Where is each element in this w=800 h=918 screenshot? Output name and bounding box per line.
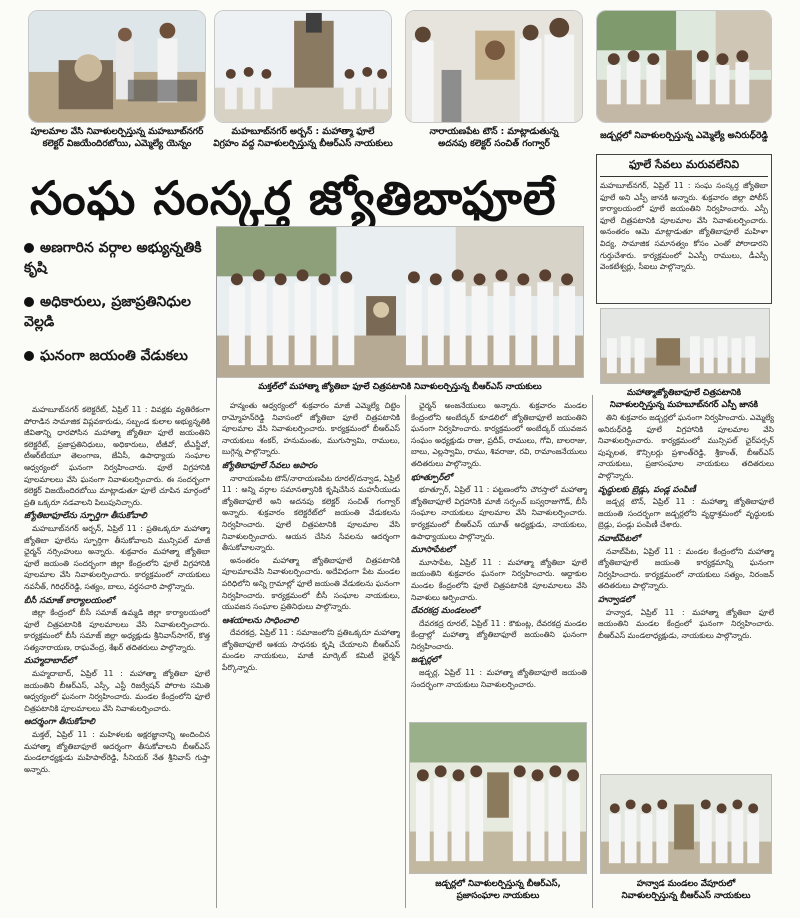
- article-subheading: మహ్మదాబాద్‌లో: [24, 655, 76, 666]
- article-paragraph: మహబూబ్‌నగర్ కలెక్టరేట్, ఏప్రిల్ 11 : వివక్షకు వ్యతిరేకంగా పోరాడిన సామాజిక విప్లవకారుడు, సబ్బండ కులాల అభ్యున్నతికి జీవితాన్ని ధారపోసిన మహాత్మా జ్యోతిబా ఫూలే జయంతిని కలెక్టరేట్, ప్రజాప్రతినిధులు, అధికారులు, టీజీవో, టీఎన్జీవో, టీఆర్‌టీయూ తెలంగాణ, జేఏసీ, ఉపాధ్యాయ సంఘాల ఆధ్వర్యంలో ఘనంగా నిర్వహించారు. ఫూలే విగ్రహానికి పూలమాలలు వేసి ఘనంగా నివాళులర్పించారు. ఈ సందర్భంగా కలెక్టర్ విజయేందిరబోయి మాట్లాడుతూ ఫూలే చూపిన మార్గంలో ప్రతి ఒక్కరూ నడవాలని పిలుపునిచ్చారు.: [24, 405, 210, 507]
- article-subheading: జడ్చర్లలో: [411, 654, 441, 665]
- article-paragraph: మహ్మదాబాద్, ఏప్రిల్ 11 : మహాత్మా జ్యోతిబా ఫూలే జయంతిని బీఆర్ఎస్, ఎస్సీ, ఎస్టీ రిజర్వేషన్ పోరాట సమితి ఆధ్వర్యంలో ఘనంగా నిర్వహించారు. మండల కేంద్రంలోని ఫూలే చిత్రపటానికి పూలమాలలు వేసి నివాళులర్పించారు.: [24, 669, 210, 713]
- bullet-dot-icon: [24, 297, 34, 307]
- article-subheading: ఆదర్శంగా తీసుకోవాలి: [24, 716, 96, 727]
- bottom-right-photo: [600, 774, 772, 874]
- subhead-2: అధికారులు, ప్రజాప్రతినిధుల వెల్లడి: [24, 294, 191, 330]
- article-paragraph: హన్మంతు ఆధ్వర్యంలో శుక్రవారం మాజీ ఎమ్మెల్యే చిట్టెం రామ్మోహన్‌రెడ్డి నివాసంలో జ్యోతిబా ఫూలే చిత్రపటానికి పూలమాల వేసి నివాళులర్పించారు. కార్యక్రమంలో బీఆర్ఎస్ నాయకులు శంకర్, హనుమంతు, ముగుస్వామి, రాములు, బుగ్గెన్న పాల్గొన్నారు.: [222, 401, 400, 457]
- article-paragraph: జడ్చర్ల టౌన్, ఏప్రిల్ 11 : మహాత్మా జ్యోతిబాఫూలే జయంతి సందర్భంగా జడ్చర్లలోని వృద్ధాశ్రమంలో వృద్ధులకు బ్రెడ్లు, పండ్లు పంపిణీ చేశారు.: [598, 497, 774, 530]
- article-subheading: బీసీ సమాజ్ కార్యాలయంలో: [24, 594, 115, 605]
- column-3: [411, 400, 587, 718]
- article-subheading: జ్యోతిబాఫూలే సేవలు అపారం: [222, 459, 318, 470]
- main-photo-caption: మక్తల్‌లో మహాత్మా జ్యోతిబా ఫూలే చిత్రపటానికి నివాళులర్పిస్తున్న బీఆర్ఎస్ నాయకులు: [258, 382, 542, 392]
- sidebox-title: ఫూలే సేవలు మరువలేనివి: [600, 158, 768, 177]
- article-subheading: జ్యోతిబాఫూలేను స్ఫూర్తిగా తీసుకోవాలి: [24, 510, 147, 521]
- sidebox-body: మహబూబ్‌నగర్, ఏప్రిల్ 11 : సంఘ సంస్కర్త జ్యోతిబా ఫూలే అని ఎస్పీ జానకి అన్నారు. శుక్రవారం జిల్లా పోలీస్ కార్యాలయంలో ఫూలే జయంతిని నిర్వహించారు. ఎస్పీ ఫూలే చిత్రపటానికి పూలమాల వేసి నివాళులర్పించారు. అనంతరం ఆమె మాట్లాడుతూ జ్యోతిబాఫూలే మహిళా విద్య, సామాజిక సమానత్వం కోసం ఎంతో పోరాడారని గుర్తుచేశారు. కార్యక్రమంలో ఏఎస్పీ రాములు, డీఎస్పీ వెంకటేశ్వర్లు, సీఐలు పాల్గొన్నారు.: [600, 181, 768, 272]
- top-photo-3-caption: నారాయణపేట టౌన్ : మాట్లాడుతున్న అదనపు కలెక్టర్ సంచిత్ గంగ్వార్: [429, 127, 559, 149]
- top-photo-1: [28, 10, 206, 123]
- article-paragraph: దేవరకద్ర, ఏప్రిల్ 11 : సమాజంలోని ప్రతిఒక్కరూ మహాత్మా జ్యోతిబాఫూలే ఆశయ సాధనకు కృషి చేయాలని బీఆర్ఎస్ మండల నాయకులు, మాజీ మార్కెట్ కమిటీ ఛైర్మన్ పేర్కొన్నారు.: [222, 628, 400, 673]
- top-photo-2-caption: మహబూబ్‌నగర్ అర్బన్ : మహాత్మా ఫూలే విగ్రహం వద్ద నివాళులర్పిస్తున్న బీఆర్ఎస్ నాయకులు: [213, 127, 393, 149]
- top-photo-2: [214, 10, 392, 123]
- article-subheading: ఆశయాలను సాధించాలి: [222, 614, 299, 625]
- column-4: [598, 412, 774, 768]
- article-paragraph: నవాబ్‌పేట, ఏప్రిల్ 11 : మండల కేంద్రంలోని మహాత్మా జ్యోతిబాఫూలే జయంతి కార్యక్రమాన్ని ఘనంగా నిర్వహించారు. కార్యక్రమంలో నాయకులు సత్యం, నిరంజన్ తదితరులు పాల్గొన్నారు.: [598, 546, 774, 591]
- top-photo-4: [596, 10, 772, 123]
- side-photo: [600, 308, 770, 384]
- article-paragraph: దేవరకద్ర రూరల్, ఏప్రిల్ 11 : కౌకుంట్ల, దేవరకద్ర మండల కేంద్రాల్లో మహాత్మా జ్యోతిబాఫూలే జయంతిని ఘనంగా నిర్వహించారు.: [411, 618, 587, 651]
- top-photo-3: [405, 10, 583, 123]
- article-paragraph: మక్తల్, ఏప్రిల్ 11 : మహిళలకు అక్షరజ్ఞానాన్ని అందించిన మహాత్మా జ్యోతిబాఫూలే ఆదర్శంగా తీసుకోవాలని బీఆర్ఎస్ మండలాధ్యక్షుడు మహిపాల్‌రెడ్డి, సీనియర్ నేత శ్రీనివాస్ గుప్తా అన్నారు.: [24, 730, 210, 774]
- article-paragraph: జడ్చర్ల, ఏప్రిల్ 11 : మహాత్మా జ్యోతిబాఫూలే జయంతి సందర్భంగా నాయకులు నివాళులర్పించారు.: [411, 668, 587, 689]
- article-paragraph: నారాయణపేట టౌన్/నారాయణపేట రూరల్/దన్వాడ, ఏప్రిల్ 11 : అన్ని వర్గాల సమానత్వానికి కృషిచేసిన మహనీయుడు జ్యోతిబాఫూలే అని అదనపు కలెక్టర్ సంచిత్ గంగ్వార్ అన్నారు. శుక్రవారం కలెక్టరేట్‌లో జయంతి వేడుకలను నిర్వహించారు. ఫూలే చిత్రపటానికి పూలమాల వేసి నివాళులర్పించారు. ఆయన చేసిన సేవలను ఆదర్శంగా తీసుకోవాలన్నారు.: [222, 473, 400, 553]
- bottom-center-caption: జడ్చర్లలో నివాళులర్పిస్తున్న బీఆర్ఎస్, ప్రజాసంఘాల నాయకులు: [435, 879, 561, 901]
- sidebox: [596, 154, 772, 304]
- article-subheading: భూత్పూర్‌లో: [411, 471, 453, 482]
- bullet-dot-icon: [24, 351, 34, 361]
- bottom-center-photo: [409, 722, 587, 874]
- top-photo-4-caption: జడ్చర్లలో నివాళులర్పిస్తున్న ఎమ్మెల్యే అనిరుధ్‌రెడ్డి: [600, 131, 768, 141]
- column-2: [222, 400, 400, 908]
- article-subheading: నవాబ్‌పేటలో: [598, 532, 640, 543]
- article-subheading: మూసాపేటలో: [411, 544, 455, 555]
- article-paragraph: ఛైర్మన్ అంజనేయులు అన్నారు. శుక్రవారం మండల కేంద్రంలోని అంబేద్కర్ కూడలిలో జ్యోతిబాఫూలే జయంతిని ఘనంగా నిర్వహించారు. కార్యక్రమంలో అంబేద్కర్ యువజన సంఘం అధ్యక్షుడు రాజు, ప్రదీప్, రాములు, గోవి, బాలరాజు, బాలు, ఎల్లస్వామి, రాము, శివరాజు, రవి, రామాంజనేయులు తదితరులు పాల్గొన్నారు.: [411, 401, 587, 468]
- bottom-right-caption: హన్వాడ మండలం వేపూరులో నివాళులర్పిస్తున్న బీఆర్ఎస్ నాయకులు: [621, 879, 751, 901]
- article-subheading: వృద్ధులకు బ్రెడ్లు, పండ్ల పంపిణీ: [598, 483, 696, 494]
- subhead-3: ఘనంగా జయంతి వేడుకలు: [24, 346, 208, 366]
- subhead-1: అణగారిన వర్గాల అభ్యున్నతికి కృషి: [24, 240, 202, 276]
- column-1: [24, 404, 210, 908]
- article-paragraph: జిల్లా కేంద్రంలో బీసీ సమాజ్ ఉమ్మడి జిల్లా కార్యాలయంలో ఫూలే చిత్రపటానికి పూలమాలలు వేసి నివాళులర్పించారు. కార్యక్రమంలో బీసీ సమాజ్ జిల్లా అధ్యక్షుడు శ్రీనివాస్‌సాగర్, కొత్త సత్యనారాయణ, రాఘవేంద్ర, శేఖర్ తదితరులు పాల్గొన్నారు.: [24, 608, 210, 652]
- main-photo: [216, 226, 584, 378]
- article-paragraph: భూత్పూర్, ఏప్రిల్ 11 : పట్టణంలోని చౌరస్తాలో మహాత్మా జ్యోతిబాఫూలే విగ్రహానికి మాజీ సర్పంచ్ బస్వరాజుగౌడ్, బీసీ సంఘాల నాయకులు పూలమాల వేసి నివాళులర్పించారు. కార్యక్రమంలో బీఆర్ఎస్ యూత్ అధ్యక్షుడు, నాయకులు, ఉపాధ్యాయులు పాల్గొన్నారు.: [411, 485, 587, 541]
- article-paragraph: తిని శుక్రవారం జడ్చర్లలో ఘనంగా నిర్వహించారు. ఎమ్మెల్యే అనిరుధ్‌రెడ్డి ఫూలే విగ్రహానికి పూలమాల వేసి నివాళులర్పించారు. కార్యక్రమంలో మున్సిపల్ ఛైర్‌పర్సన్ పుష్పలత, కౌన్సిలర్లు ప్రశాంత్‌రెడ్డి, శ్రీకాంత్, బీఆర్ఎస్ నాయకులు, ప్రజాసంఘాల నాయకులు తదితరులు పాల్గొన్నారు.: [598, 413, 774, 480]
- headline: సంఘ సంస్కర్త జ్యోతిబాఫూలే: [30, 171, 557, 225]
- article-paragraph: మూసాపేట, ఏప్రిల్ 11 : మహాత్మా జ్యోతిబా ఫూలే జయంతిని శుక్రవారం ఘనంగా నిర్వహించారు. ఆద్దాకుల మండల కేంద్రంలోని ఫూలే చిత్రపటానికి పూలమాలలు వేసి నివాళులు అర్పించారు.: [411, 557, 587, 602]
- side-photo-caption: మహాత్మాజ్యోతిబాఫూలే చిత్రపటానికి నివాళులర్పిస్తున్న మహబూబ్‌నగర్ ఎస్పీ జానకి: [609, 387, 759, 409]
- article-paragraph: హన్వాడ, ఏప్రిల్ 11 : మహాత్మా జ్యోతిబా ఫూలే జయంతిని మండల కేంద్రంలో ఘనంగా నిర్వహించారు. బీఆర్ఎస్ మండలాధ్యక్షుడు, నాయకులు పాల్గొన్నారు.: [598, 607, 774, 640]
- article-subheading: హన్వాడలో: [598, 593, 634, 604]
- top-photo-1-caption: పూలమాల వేసి నివాళులర్పిస్తున్న మహబూబ్‌నగర్ కలెక్టర్ విజయేందిరబోయి, ఎమ్మెల్యే యెన్నం: [30, 127, 204, 149]
- bullet-dot-icon: [24, 243, 34, 253]
- article-paragraph: అనంతరం మహాత్మా జ్యోతిబాఫూలే చిత్రపటానికి పూలమాలవేసి నివాళులర్పించారు. అదేవిధంగా పేట మండల పరిధిలోని అన్ని గ్రామాల్లో ఫూలే జయంతి వేడుకలను ఘనంగా నిర్వహించారు. కార్యక్రమంలో బీసీ సంఘాల నాయకులు, యువజన సంఘాల ప్రతినిధులు పాల్గొన్నారు.: [222, 555, 400, 612]
- article-subheading: దేవరకద్ర మండలంలో: [411, 605, 480, 616]
- article-paragraph: మహబూబ్‌నగర్ అర్బన్, ఏప్రిల్ 11 : ప్రతిఒక్కరూ మహాత్మా జ్యోతిబా ఫూలేను స్ఫూర్తిగా తీసుకోవాలని మున్సిపల్ మాజీ ఛైర్మన్ నర్సింహులు అన్నారు. శుక్రవారం మహాత్మా జ్యోతిబా ఫూలే జయంతి సందర్భంగా జిల్లా కేంద్రంలోని ఫూలే విగ్రహానికి పూలమాల వేసి నివాళులర్పించారు. కార్యక్రమంలో నాయకులు నవనీత్, గిరిధర్‌రెడ్డి, సత్యం, బాలు, వర్ధనచారి పాల్గొన్నారు.: [24, 523, 210, 591]
